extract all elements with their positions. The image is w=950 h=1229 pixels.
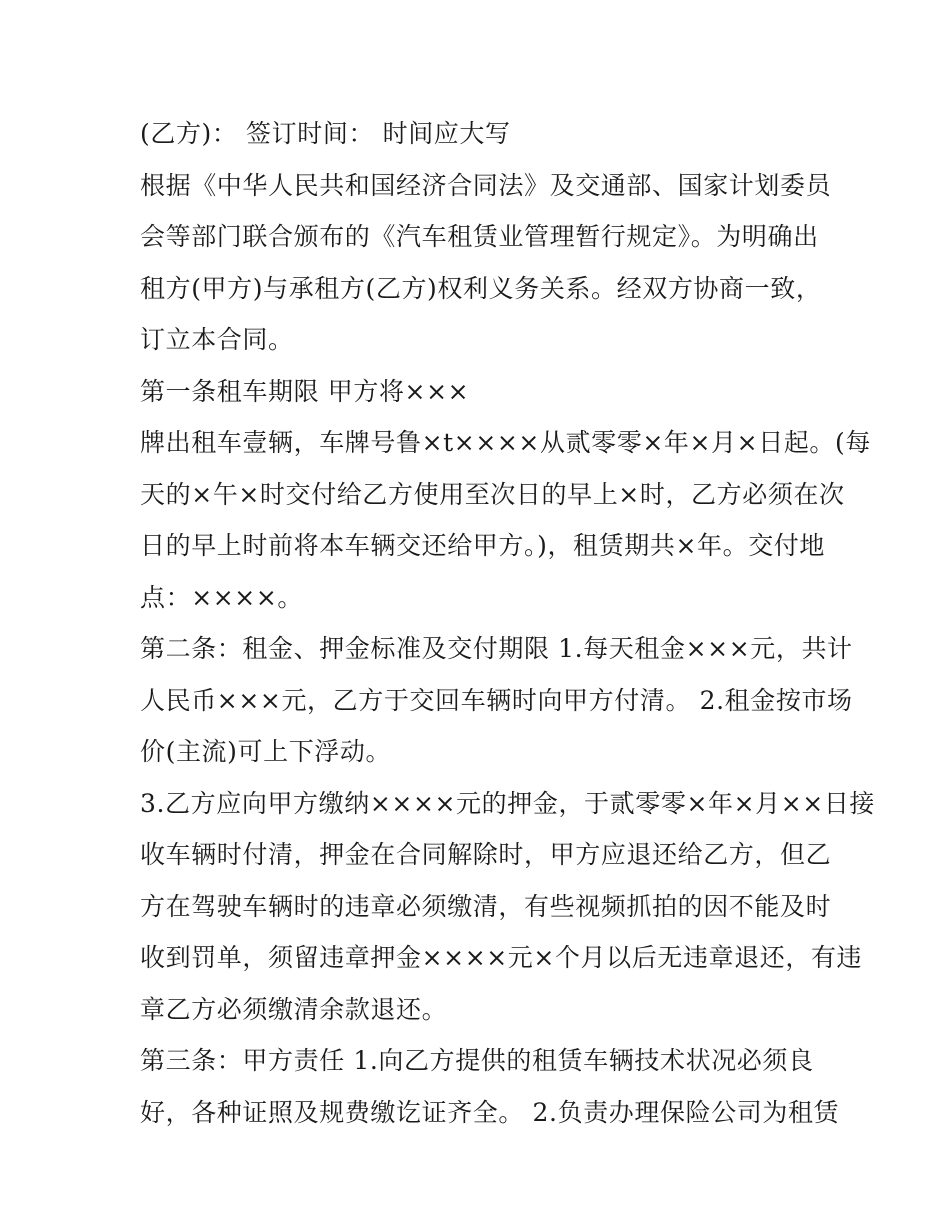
text-line: 会等部门联合颁布的《汽车租赁业管理暂行规定》。为明确出 (140, 222, 819, 251)
text-line: 方在驾驶车辆时的违章必须缴清，有些视频抓拍的因不能及时 (140, 891, 832, 921)
text-line: 收车辆时付清，押金在合同解除时，甲方应退还给乙方，但乙 (140, 840, 832, 869)
text-line: 天的×午×时交付给乙方使用至次日的早上×时，乙方必须在次 (140, 479, 845, 509)
text-line: 章乙方必须缴清余款退还。 (140, 994, 448, 1024)
text-line: 第二条：租金、押金标准及交付期限 1.每天租金×××元，共计 (140, 634, 853, 663)
text-line: (乙方)： 签订时间： 时间应大写 (140, 119, 511, 148)
text-line: 3.乙方应向甲方缴纳××××元的押金，于贰零零×年×月××日接 (140, 788, 876, 818)
text-line: 好，各种证照及规费缴讫证齐全。 2.负责办理保险公司为租赁 (140, 1097, 840, 1127)
text-line: 租方(甲方)与承租方(乙方)权利义务关系。经双方协商一致， (140, 273, 822, 303)
text-line: 点：××××。 (140, 582, 303, 612)
text-line: 订立本合同。 (140, 325, 294, 354)
text-line: 人民币×××元，乙方于交回车辆时向甲方付清。 2.租金按市场 (140, 685, 853, 715)
document-body (140, 108, 876, 1138)
text-line: 根据《中华人民共和国经济合同法》及交通部、国家计划委员 (140, 170, 832, 200)
text-line: 价(主流)可上下浮动。 (140, 737, 392, 766)
text-line: 牌出租车壹辆，车牌号鲁×t××××从贰零零×年×月×日起。(每 (140, 428, 871, 457)
text-line: 收到罚单，须留违章押金××××元×个月以后无违章退还，有违 (140, 943, 863, 972)
text-line: 第一条租车期限 甲方将××× (140, 376, 470, 406)
text-line: 日的早上时前将本车辆交还给甲方。)，租赁期共×年。交付地 (140, 531, 826, 560)
text-line: 第三条：甲方责任 1.向乙方提供的租赁车辆技术状况必须良 (140, 1046, 814, 1075)
